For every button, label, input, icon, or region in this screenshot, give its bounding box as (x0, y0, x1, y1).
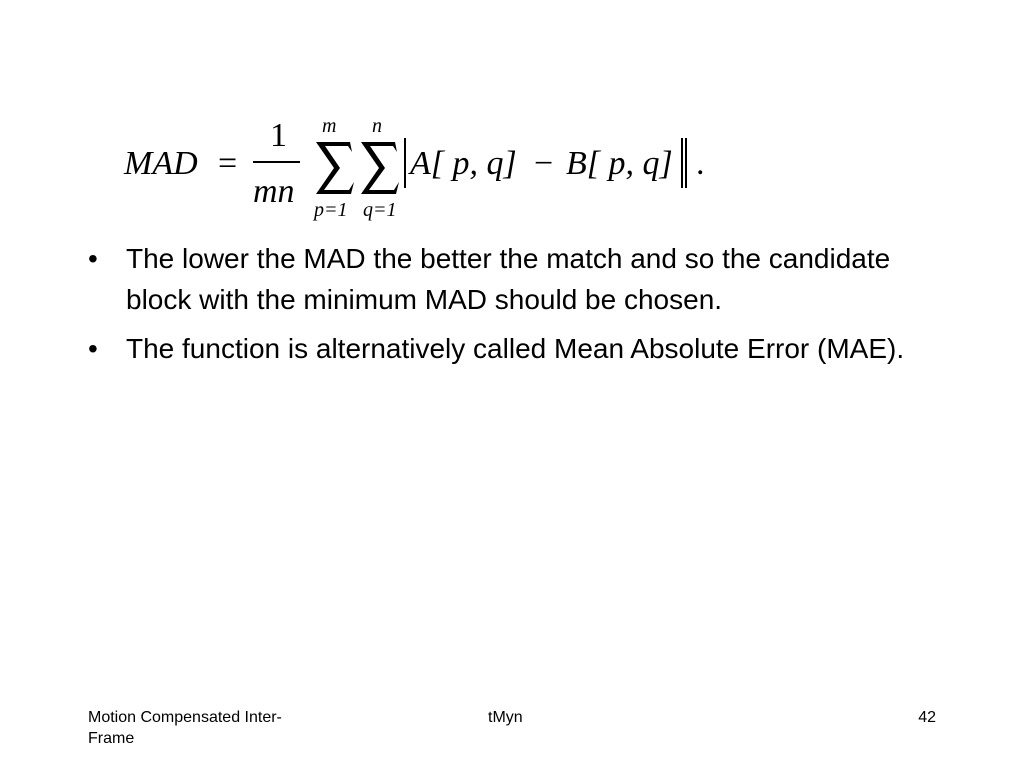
bullet-text: The function is alternatively called Mean Absolute Error (MAE). (126, 333, 905, 364)
formula-denominator: mn (253, 173, 295, 210)
mad-formula-svg (120, 112, 720, 222)
sum2-upper-limit: n (372, 115, 382, 137)
formula-period: . (696, 145, 705, 182)
formula-numerator: 1 (270, 117, 287, 154)
sum1-upper-limit: m (322, 115, 337, 137)
bullet-icon: • (88, 333, 98, 364)
footer-author: tMyn (488, 709, 523, 726)
sum2-lower-limit: q=1 (363, 199, 397, 221)
bullet-list (88, 238, 928, 377)
sum1-lower-limit: p=1 (314, 199, 348, 221)
page-number: 42 (918, 709, 936, 726)
bullet-item (88, 238, 928, 320)
footer-title: Motion Compensated Inter-Frame (88, 709, 282, 747)
formula-equals: = (218, 145, 238, 182)
formula-term-a: A[ p, q] (410, 145, 517, 182)
bullet-item (88, 328, 928, 369)
bullet-text: The lower the MAD the better the match and so the candidate block with the minimum MAD should be chosen. (126, 243, 891, 315)
sum1-sigma-icon (316, 142, 354, 194)
formula-minus: − (534, 145, 554, 182)
bullet-icon: • (88, 243, 98, 274)
formula-lhs: MAD (124, 145, 198, 182)
mad-formula (120, 112, 720, 222)
sum2-sigma-icon (361, 142, 399, 194)
formula-term-b: B[ p, q] (566, 145, 673, 182)
